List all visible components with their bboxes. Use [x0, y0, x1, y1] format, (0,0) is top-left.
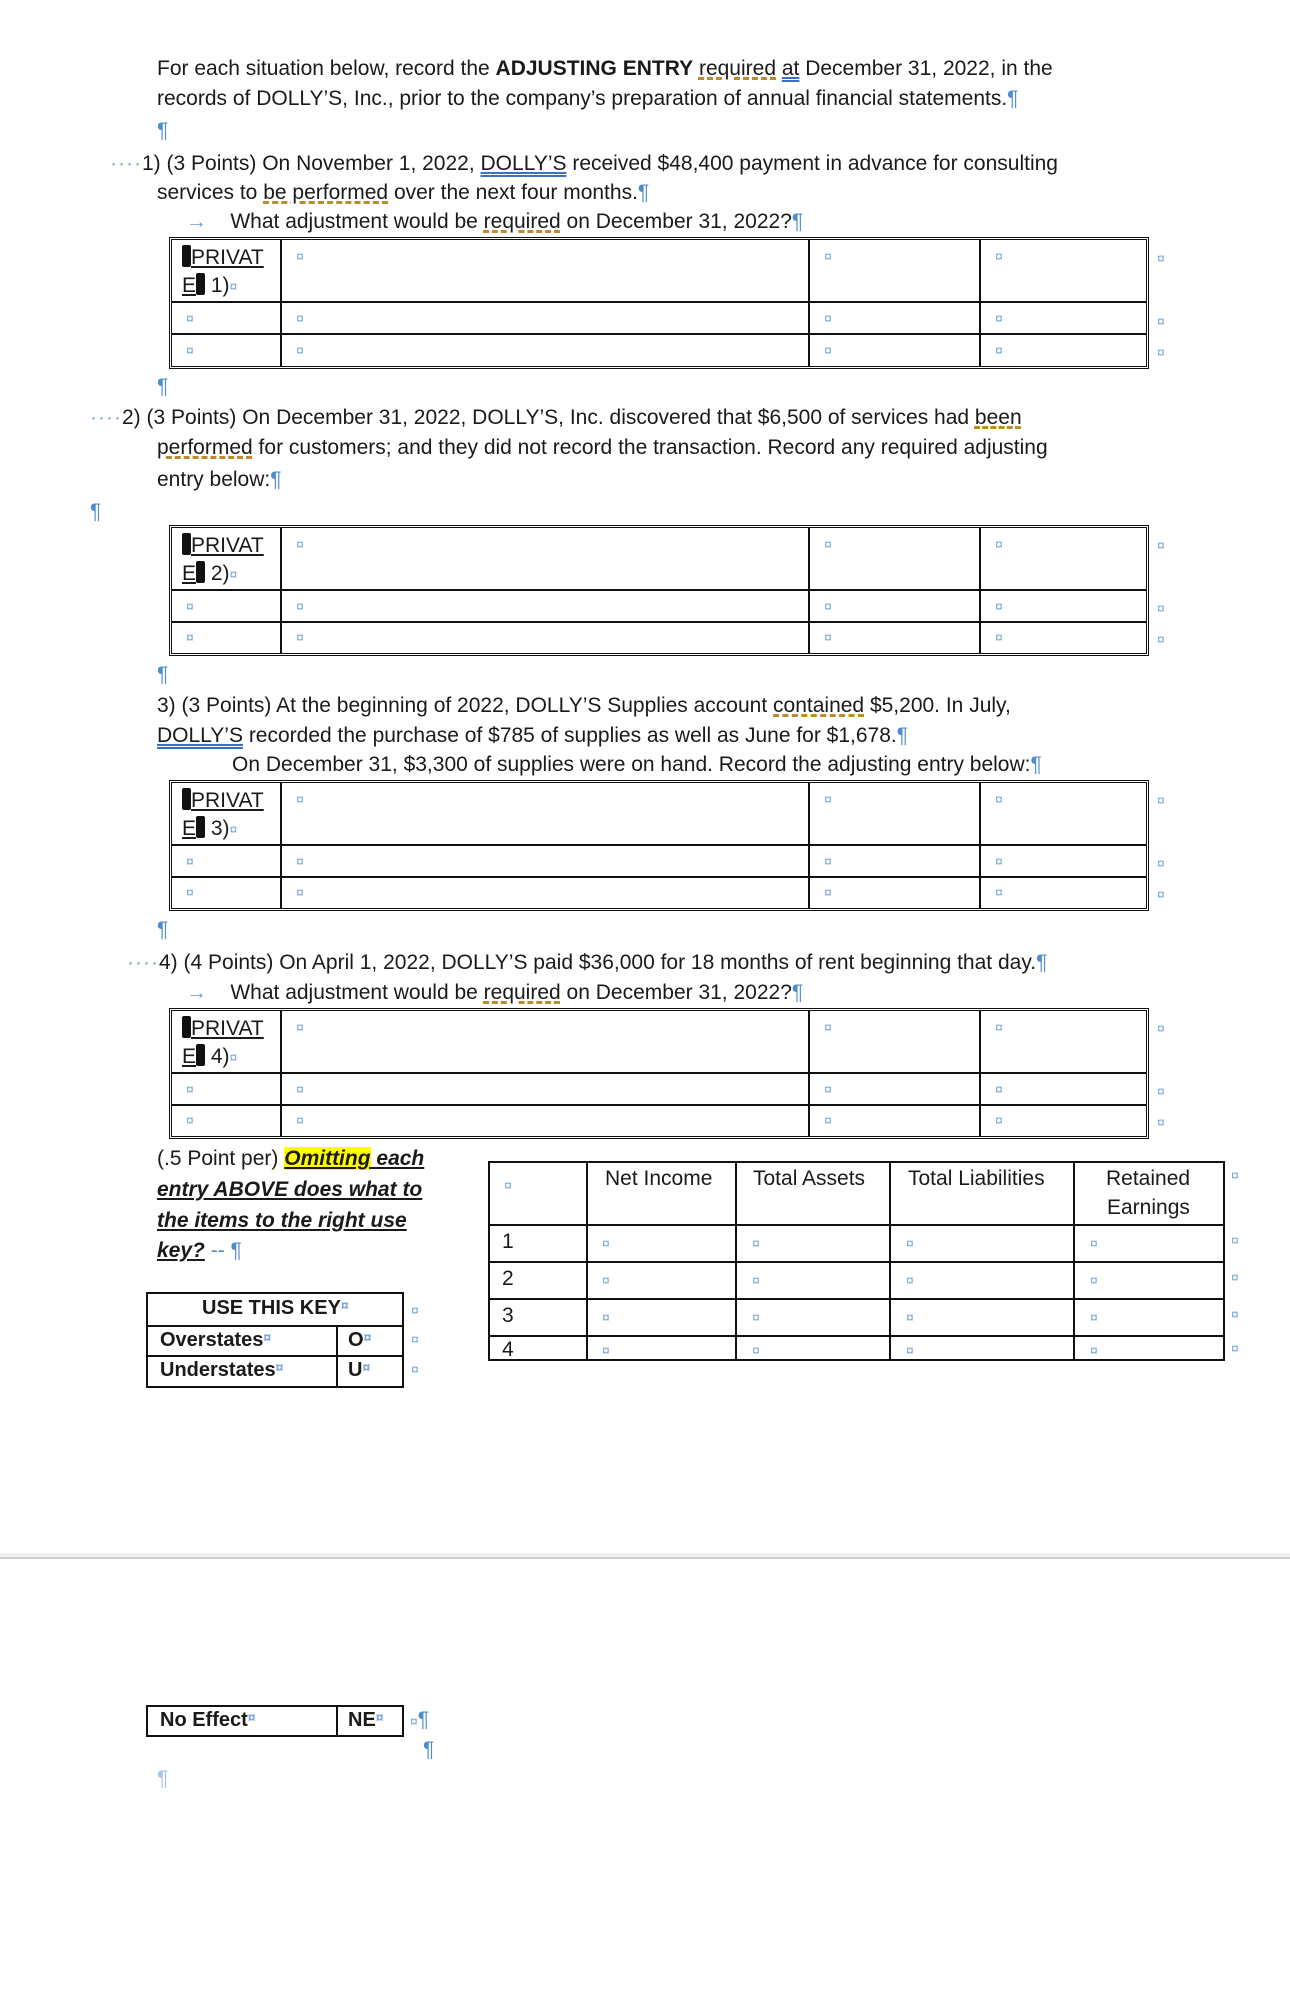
situation-2-line-3: entry below:¶: [157, 468, 282, 491]
document-page-1: For each situation below, record the ADJUSTING ENTRY required at December 31, 2022, in the records of DOLLY’S, Inc., prior to the company’s preparation of annual financial statements.¶ ¶ ····1) (3 Points) On November 1, 2022, DOLLY’S received $48,400 payment in advance for consulting services to be performed over the next four months.¶ → What adjustment would be required on December 31, 2022?¶ PRIVAT E 1) ¤ ¤ ¤ ¤ ¤ ¤ ¤ ¤ ¤ ¤ ¤ ¤ ¶ ····2) (3 Points) On December 31, 2022, DOLLY’S, Inc. discovered that $6,500 of services had been performed for customers; and they did not record the transaction. Record any required adjusting entry below:¶ ¶ PRIVAT E 2) ¤ ¤ ¤ ¤ ¤ ¤ ¤ ¤ ¤ ¤ ¤ ¤ ¶ 3) (3 Points) At the beginning of 2022, DOLLY’S Supplies account contained $5,200. In July, DOLLY’S recorded the purchase of $785 of supplies as well as June for $1,678.¶ On December 31, $3,300 of supplies were on hand. Record the adjusting entry below:¶ PRIVAT E 3) ¤ ¤ ¤ ¤ ¤ ¤ ¤ ¤ ¤ ¤ ¤ ¤ ¶ ····4) (4 Points) On April 1, 2022, DOLLY’S paid $36,000 for 18 months of rent beginning that day.¶ → What adjustment would be required on December 31, 2022?¶ PRIVAT E 4) ¤ ¤ ¤ ¤ ¤ ¤ ¤ ¤ ¤ ¤ ¤ ¤ (.5 Point per) Omitting each entry ABOVE does what to the items to the right use key? -- ¶ ¤ Net Income Total Assets Total Liabilities Retained Earnings 1 2 3 4 ¤ ¤ ¤ ¤ ¤ ¤ ¤ ¤ ¤ ¤ ¤ ¤ ¤ ¤ ¤ ¤ USE THIS KEY ¤ Overstates ¤ O ¤ Understates ¤ U ¤ ¤ ¤ ¤ ¤ ¤ ¤ ¤ ¤ ¤ ¤ ¤ ¤ ¤ ¤ ¤ ¤ ¤ ¤ ¤ ¤: [0, 0, 1290, 1553]
situation-3-line-1: 3) (3 Points) At the beginning of 2022, DOLLY’S Supplies account contained $5,200. In July,: [157, 694, 1011, 717]
header-net-income: Net Income: [605, 1167, 713, 1190]
situation-1-line-2: services to be performed over the next four months.¶: [157, 181, 650, 204]
effects-instruction-1: (.5 Point per) Omitting each: [157, 1147, 425, 1170]
key-no-effect-label: No Effect ¤: [160, 1709, 256, 1731]
key-understates-code: U ¤: [348, 1359, 371, 1381]
intro-line-1: For each situation below, record the ADJUSTING ENTRY required at December 31, 2022, in the: [157, 57, 1053, 80]
situation-3-line-3: On December 31, $3,300 of supplies were on hand. Record the adjusting entry below:¶: [232, 753, 1042, 776]
key-overstates-code: O ¤: [348, 1329, 372, 1351]
journal-table-2: PRIVAT E 2) ¤ ¤ ¤ ¤ ¤ ¤ ¤ ¤ ¤ ¤ ¤ ¤: [169, 525, 1149, 656]
intro-line-2: records of DOLLY’S, Inc., prior to the company’s preparation of annual financial statements.¶: [157, 87, 1019, 110]
entry-label-2: PRIVAT E 2) ¤: [182, 534, 264, 585]
key-understates-label: Understates ¤: [160, 1359, 284, 1381]
key-no-effect-code: NE ¤: [348, 1709, 384, 1731]
situation-2-line-1: ····2) (3 Points) On December 31, 2022, DOLLY’S, Inc. discovered that $6,500 of services had been: [90, 406, 1022, 429]
row-label-3: 3: [502, 1304, 514, 1327]
entry-label-4: PRIVAT E 4) ¤: [182, 1017, 264, 1068]
situation-3-line-2: DOLLY’S recorded the purchase of $785 of supplies as well as June for $1,678.¶: [157, 724, 909, 747]
effects-instruction-2: entry ABOVE does what to: [157, 1178, 423, 1201]
header-earnings: Earnings: [1107, 1196, 1190, 1219]
key-title: USE THIS KEY ¤: [202, 1297, 349, 1319]
situation-2-line-2: performed for customers; and they did not record the transaction. Record any required adjusting: [157, 436, 1048, 459]
paragraph-mark: ¶: [157, 119, 169, 142]
situation-4-line-1: ····4) (4 Points) On April 1, 2022, DOLLY’S paid $36,000 for 18 months of rent beginning that day.¶: [127, 951, 1048, 974]
situation-1-line-1: ····1) (3 Points) On November 1, 2022, DOLLY’S received $48,400 payment in advance for consulting: [110, 152, 1058, 175]
journal-table-1: PRIVAT E 1) ¤ ¤ ¤ ¤ ¤ ¤ ¤ ¤ ¤ ¤ ¤ ¤: [169, 237, 1149, 369]
journal-table-4: PRIVAT E 4) ¤ ¤ ¤ ¤ ¤ ¤ ¤ ¤ ¤ ¤ ¤ ¤: [169, 1008, 1149, 1139]
row-label-1: 1: [502, 1230, 514, 1253]
effects-instruction-3: the items to the right use: [157, 1209, 407, 1232]
key-table: [146, 1292, 404, 1388]
entry-label-3: PRIVAT E 3) ¤: [182, 789, 264, 840]
header-total-liabilities: Total Liabilities: [908, 1167, 1045, 1190]
row-label-4: 4: [502, 1338, 514, 1361]
key-overstates-label: Overstates ¤: [160, 1329, 272, 1351]
header-total-assets: Total Assets: [753, 1167, 866, 1190]
journal-table-3: PRIVAT E 3) ¤ ¤ ¤ ¤ ¤ ¤ ¤ ¤ ¤ ¤ ¤ ¤: [169, 780, 1149, 911]
situation-4-question: → What adjustment would be required on December 31, 2022?¶: [186, 981, 804, 1004]
effects-table: ¤ Net Income Total Assets Total Liabilities Retained Earnings 1 2 3 4 ¤ ¤ ¤ ¤ ¤ ¤ ¤ ¤ ¤ ¤ ¤ ¤ ¤ ¤ ¤ ¤: [488, 1161, 1225, 1361]
row-label-2: 2: [502, 1267, 514, 1290]
entry-label-1: PRIVAT E 1) ¤: [182, 246, 264, 297]
document-page-2: No Effect ¤ NE ¤ ¤¶ ¶ ¶: [0, 1557, 1290, 2016]
situation-1-question: → What adjustment would be required on December 31, 2022?¶: [186, 210, 804, 233]
effects-instruction-4: key? -- ¶: [157, 1239, 242, 1262]
header-retained: Retained: [1106, 1167, 1191, 1190]
key-table-continued: [146, 1705, 404, 1737]
